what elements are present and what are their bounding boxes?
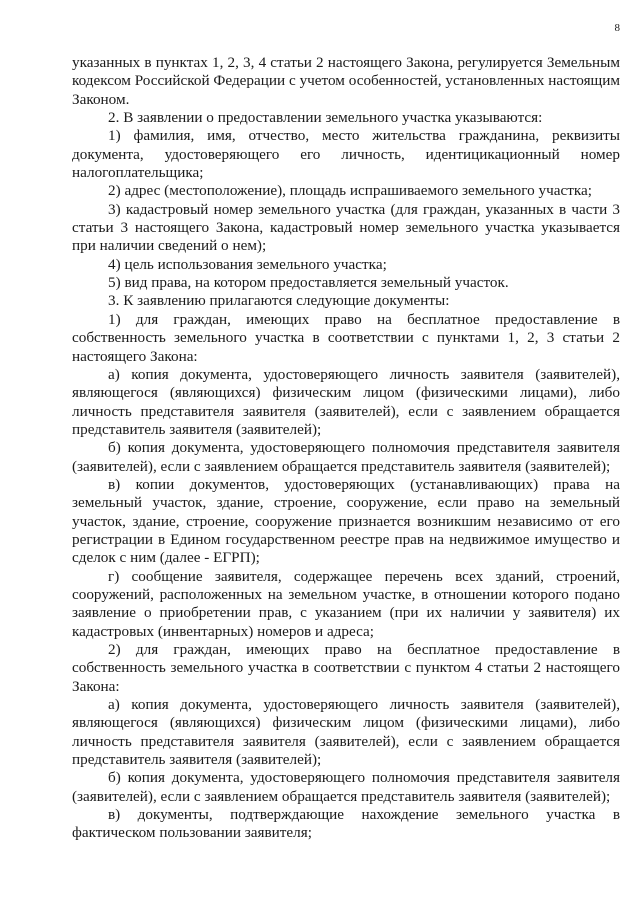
paragraph: указанных в пунктах 1, 2, 3, 4 статьи 2 настоящего Закона, регулируется Земельным кодексом Российской Федерации с учетом особенностей, установленных настоящим Законом. (72, 54, 620, 108)
paragraph: 1) для граждан, имеющих право на бесплатное предоставление в собственность земельного участка в соответствии с пунктами 1, 2, 3 статьи 2 настоящего Закона: (72, 310, 620, 365)
paragraph: 2) для граждан, имеющих право на бесплатное предоставление в собственность земельного участка в соответствии с пунктом 4 статьи 2 настоящего Закона: (72, 641, 620, 695)
paragraph: 2) адрес (местоположение), площадь испрашиваемого земельного участка; (108, 182, 592, 200)
paragraph: а) копия документа, удостоверяющего личность заявителя (заявителей), являющегося (являющихся) физическим лицом (физическими лицами), либо личность представителя заявителя (заявителей), если с заявлением обращается представитель заявителя (заявителей); (72, 696, 620, 769)
page-number: 8 (614, 22, 620, 34)
paragraph: 3. К заявлению прилагаются следующие документы: (108, 292, 450, 310)
paragraph: 4) цель использования земельного участка; (108, 255, 387, 273)
paragraph: 2. В заявлении о предоставлении земельного участка указываются: (108, 109, 543, 127)
paragraph: в) документы, подтверждающие нахождение земельного участка в фактическом пользовании заявителя; (72, 806, 620, 842)
document-body (72, 54, 620, 843)
paragraph: 3) кадастровый номер земельного участка (для граждан, указанных в части 3 статьи 3 настоящего Закона, кадастровый номер земельного участка указывается при наличии сведений о нем); (72, 200, 620, 255)
paragraph: а) копия документа, удостоверяющего личность заявителя (заявителей), являющегося (являющихся) физическим лицом (физическими лицами), либо личность представителя заявителя (заявителей), если с заявлением обращается представитель заявителя (заявителей); (72, 365, 620, 438)
paragraph: г) сообщение заявителя, содержащее перечень всех зданий, строений, сооружений, расположенных на земельном участке, в отношении которого подано заявление о приобретении прав, с указанием (при их наличии у заявителя) их кадастровых (инвентарных) номеров и адреса; (72, 567, 620, 640)
paragraph: в) копии документов, удостоверяющих (устанавливающих) права на земельный участок, здание, строение, сооружение, если право на земельный участок, здание, строение, сооружение признается возникшим независимо от его регистрации в Едином государственном реестре прав на недвижимое имущество и сделок с ним (далее - ЕГРП); (72, 475, 620, 567)
paragraph: б) копия документа, удостоверяющего полномочия представителя заявителя (заявителей), если с заявлением обращается представитель заявителя (заявителей); (72, 439, 620, 475)
paragraph: б) копия документа, удостоверяющего полномочия представителя заявителя (заявителей), если с заявлением обращается представитель заявителя (заявителей); (72, 769, 620, 805)
paragraph: 5) вид права, на котором предоставляется земельный участок. (108, 274, 509, 292)
paragraph: 1) фамилия, имя, отчество, место жительства гражданина, реквизиты документа, удостоверяющего его личность, идентицикационный номер налогоплательщика; (72, 127, 620, 182)
